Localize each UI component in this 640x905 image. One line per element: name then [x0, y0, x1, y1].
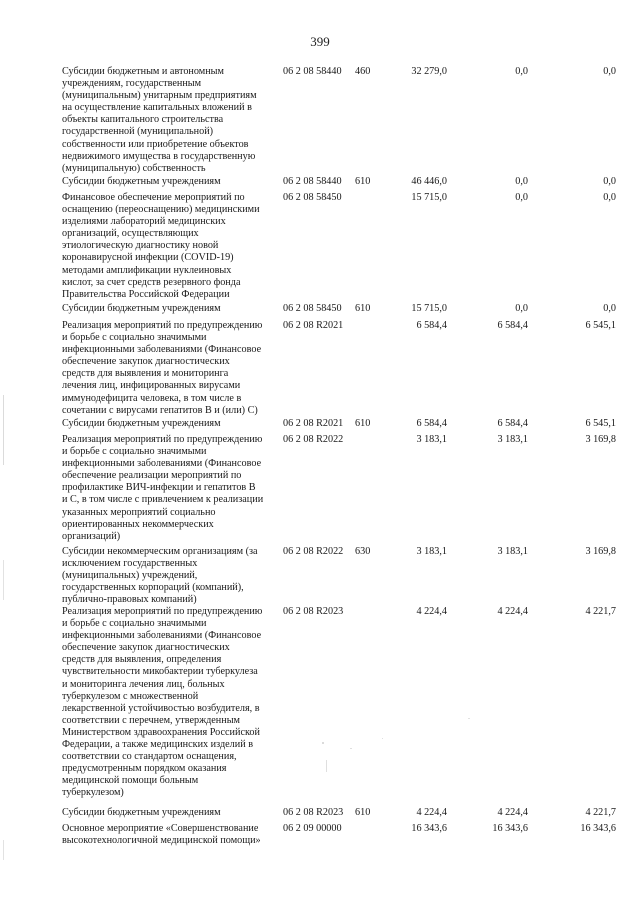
row-value-1: 15 715,0 [411, 303, 447, 314]
row-name: Субсидии бюджетным учреждениям [62, 807, 221, 818]
row-value-3: 16 343,6 [580, 823, 616, 834]
row-name: Субсидии некоммерческим организациям (за исключением государственных (муниципальных) учреждений, государственных корпораций (компаний), публично-правовых компаний) [62, 546, 258, 606]
row-name: Субсидии бюджетным учреждениям [62, 176, 221, 187]
row-value-1: 3 183,1 [416, 434, 447, 445]
row-value-2: 0,0 [515, 303, 528, 314]
row-code: 06 2 08 R2023 [283, 807, 344, 818]
row-value-2: 3 183,1 [497, 434, 528, 445]
row-value-3: 6 545,1 [585, 418, 616, 429]
row-value-3: 3 169,8 [585, 434, 616, 445]
row-value-2: 0,0 [515, 176, 528, 187]
row-name: Основное мероприятие «Совершенствование высокотехнологичной медицинской помощи» [62, 823, 261, 847]
row-code: 06 2 08 R2023 [283, 606, 344, 617]
row-expense-type: 460 [355, 66, 371, 77]
row-value-2: 3 183,1 [497, 546, 528, 557]
row-expense-type: 610 [355, 303, 371, 314]
scan-artifact [3, 560, 4, 600]
row-value-3: 6 545,1 [585, 320, 616, 331]
row-value-3: 3 169,8 [585, 546, 616, 557]
row-value-2: 4 224,4 [497, 807, 528, 818]
row-value-1: 4 224,4 [416, 606, 447, 617]
row-value-1: 4 224,4 [416, 807, 447, 818]
row-code: 06 2 09 00000 [283, 823, 342, 834]
row-name: Субсидии бюджетным и автономным учреждениям, государственным (муниципальным) унитарным предприятиям на осуществление капитальных вложений в объекты капитального строительства государственной (муниципальной) собственности или приобретение объектов недвижимого имущества в государственную (муниципальную) собственность [62, 66, 257, 174]
scan-artifact [382, 738, 383, 739]
scan-artifact [468, 718, 470, 719]
row-value-2: 0,0 [515, 192, 528, 203]
row-expense-type: 610 [355, 176, 371, 187]
scan-artifact [322, 742, 324, 744]
row-name: Реализация мероприятий по предупреждению и борьбе с социально значимыми инфекционными заболеваниями (Финансовое обеспечение закупок диагностических средств для выявления и мониторинга лечения лиц, инфицированных вирусами иммунодефицита человека, в том числе в сочетании с вирусами гепатитов В и (или) С) [62, 320, 263, 416]
row-value-1: 6 584,4 [416, 320, 447, 331]
scan-artifact [3, 395, 4, 465]
row-code: 06 2 08 R2022 [283, 546, 344, 557]
row-value-1: 15 715,0 [411, 192, 447, 203]
row-code: 06 2 08 R2021 [283, 320, 344, 331]
row-value-3: 0,0 [603, 66, 616, 77]
row-value-2: 6 584,4 [497, 418, 528, 429]
row-name: Субсидии бюджетным учреждениям [62, 418, 221, 429]
row-value-1: 46 446,0 [411, 176, 447, 187]
row-expense-type: 610 [355, 418, 371, 429]
scan-artifact [326, 760, 327, 772]
row-value-2: 16 343,6 [492, 823, 528, 834]
row-value-1: 6 584,4 [416, 418, 447, 429]
row-code: 06 2 08 R2022 [283, 434, 344, 445]
row-name: Финансовое обеспечение мероприятий по оснащению (переоснащению) медицинскими изделиями лабораторий медицинских организаций, осуществляющих этиологическую диагностику новой коронавирусной инфекции (COVID-19) методами амплификации нуклеиновых кислот, за счет средств резервного фонда Правительства Российской Федерации [62, 192, 260, 300]
row-name: Реализация мероприятий по предупреждению и борьбе с социально значимыми инфекционными заболеваниями (Финансовое обеспечение реализации мероприятий по профилактике ВИЧ-инфекции и гепатитов В и С, в том числе с привлечением к реализации указанных мероприятий социально ориентированных некоммерческих организаций) [62, 434, 264, 542]
row-value-3: 0,0 [603, 303, 616, 314]
row-expense-type: 610 [355, 807, 371, 818]
row-name: Реализация мероприятий по предупреждению и борьбе с социально значимыми инфекционными заболеваниями (Финансовое обеспечение закупок диагностических средств для выявления, определения чувствительности микобактерии туберкулеза и мониторинга лечения лиц, больных туберкулезом с множественной лекарственной устойчивостью возбудителя, в соответствии с перечнем, утвержденным Министерством здравоохранения Российской Федерации, а также медицинских изделий в соответствии со стандартом оснащения, предусмотренным порядком оказания медицинской помощи больным туберкулезом) [62, 606, 263, 799]
row-value-3: 0,0 [603, 192, 616, 203]
row-code: 06 2 08 58440 [283, 176, 342, 187]
row-name: Субсидии бюджетным учреждениям [62, 303, 221, 314]
row-value-1: 3 183,1 [416, 546, 447, 557]
row-value-3: 0,0 [603, 176, 616, 187]
row-value-2: 4 224,4 [497, 606, 528, 617]
row-value-2: 0,0 [515, 66, 528, 77]
row-code: 06 2 08 58450 [283, 303, 342, 314]
row-code: 06 2 08 58440 [283, 66, 342, 77]
scan-artifact [3, 840, 4, 860]
row-value-2: 6 584,4 [497, 320, 528, 331]
page-number: 399 [310, 34, 330, 49]
row-expense-type: 630 [355, 546, 371, 557]
row-value-1: 32 279,0 [411, 66, 447, 77]
row-value-3: 4 221,7 [585, 606, 616, 617]
row-value-3: 4 221,7 [585, 807, 616, 818]
row-code: 06 2 08 R2021 [283, 418, 344, 429]
scan-artifact [350, 748, 352, 749]
row-value-1: 16 343,6 [411, 823, 447, 834]
row-code: 06 2 08 58450 [283, 192, 342, 203]
